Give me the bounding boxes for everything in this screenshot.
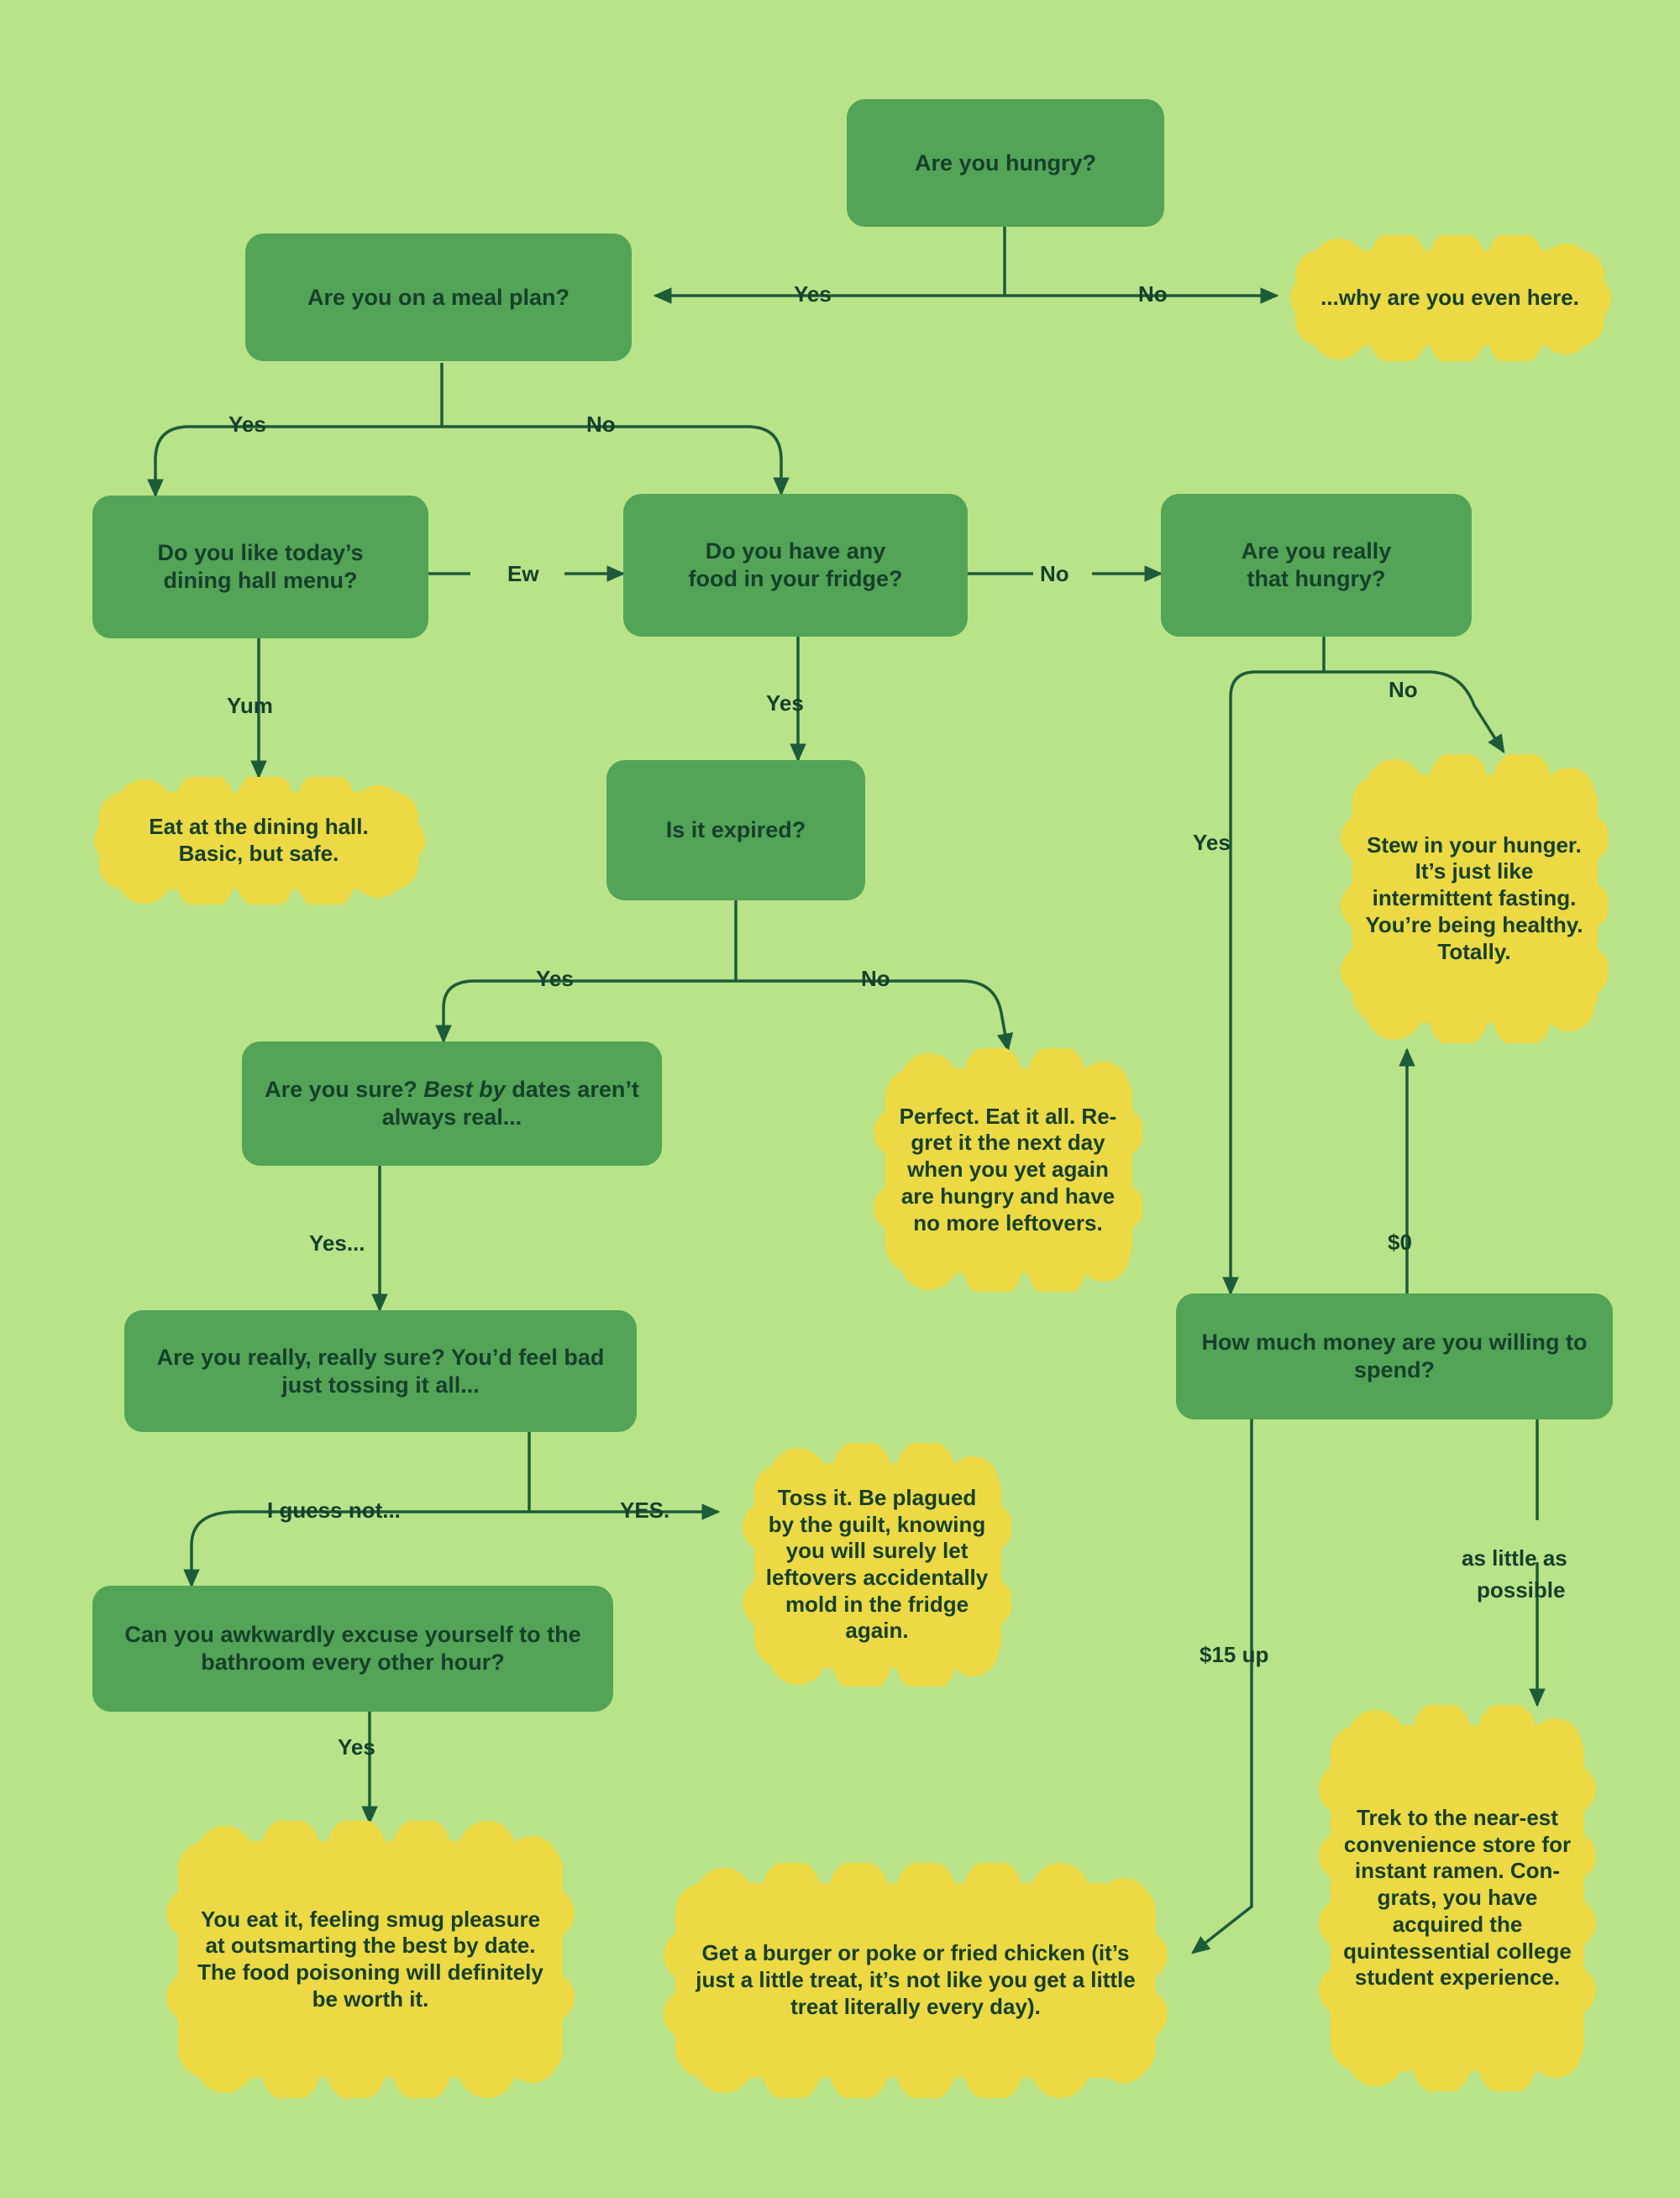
node-food-in-fridge[interactable] bbox=[623, 494, 968, 637]
node-text: You eat it, feeling smug pleasure at outsmarting the best by date. The food poisoning will definitely be worth it. bbox=[197, 1906, 543, 2012]
node-text-post: dates aren’t always real... bbox=[381, 1077, 639, 1130]
edge-label-no-really-hungry: No bbox=[1389, 677, 1418, 702]
node-text-line2: dining hall menu? bbox=[163, 568, 358, 593]
edge-label-no-hungry: No bbox=[1138, 281, 1168, 307]
edge-label-zero-dollars: $0 bbox=[1388, 1230, 1412, 1255]
node-text: Toss it. Be plagued by the guilt, knowing you will surely let leftovers accidentally mold in the fridge again. bbox=[765, 1484, 989, 1644]
edge-label-yum: Yum bbox=[227, 693, 273, 718]
node-text-italic: Best by bbox=[423, 1077, 506, 1103]
node-smug-pleasure[interactable] bbox=[166, 1821, 575, 2098]
node-eat-at-dining-hall[interactable] bbox=[92, 777, 425, 905]
node-text: ...why are you even here. bbox=[1320, 285, 1579, 311]
edge-label-as-little-line2: possible bbox=[1477, 1577, 1566, 1603]
edge-label-ew: Ew bbox=[507, 561, 539, 586]
node-text-line1: Are you really bbox=[1241, 538, 1392, 564]
node-stew-in-hunger[interactable] bbox=[1341, 754, 1608, 1043]
edge-label-yes-expired: Yes bbox=[536, 966, 574, 991]
edge-label-i-guess-not: I guess not... bbox=[267, 1498, 401, 1523]
node-is-it-expired[interactable] bbox=[606, 760, 865, 900]
edge-label-yes-bathroom: Yes bbox=[338, 1734, 375, 1760]
edge-label-no-mealplan: No bbox=[586, 412, 616, 437]
node-toss-it[interactable] bbox=[743, 1443, 1011, 1687]
edge-label-as-little-line1: as little as bbox=[1462, 1545, 1567, 1571]
node-meal-plan[interactable] bbox=[245, 233, 632, 361]
node-how-much-money[interactable] bbox=[1176, 1293, 1613, 1419]
node-text-pre: Are you sure? bbox=[265, 1077, 424, 1103]
node-text: Get a burger or poke or fried chicken (it’s just a little treat, it’s not like you get a little treat literally every day). bbox=[696, 1940, 1136, 2019]
edge-label-yes-mealplan: Yes bbox=[228, 412, 266, 437]
node-text-line2: that hungry? bbox=[1247, 566, 1386, 591]
node-instant-ramen[interactable] bbox=[1319, 1705, 1596, 2091]
edge-label-no-fridge: No bbox=[1040, 561, 1069, 586]
node-text: Trek to the near-est convenience store for instant ramen. Con-grats, you have acquired the quintessential college student experience. bbox=[1343, 1804, 1572, 1991]
node-dining-hall-menu[interactable] bbox=[92, 496, 428, 638]
edge-label-fifteen-up: $15 up bbox=[1200, 1642, 1269, 1667]
edge-label-yes-fridge: Yes bbox=[766, 690, 804, 716]
node-text-line1: Do you have any bbox=[705, 538, 886, 564]
node-text-line2: food in your fridge? bbox=[688, 566, 903, 591]
edge-label-yes-dots: Yes... bbox=[309, 1230, 365, 1256]
node-are-you-sure[interactable] bbox=[242, 1041, 662, 1166]
node-text bbox=[260, 1076, 643, 1131]
node-text-line1: Do you like today’s bbox=[157, 540, 364, 566]
node-are-you-hungry[interactable] bbox=[847, 99, 1164, 227]
node-why-are-you-here[interactable] bbox=[1289, 235, 1611, 361]
node-text: How much money are you willing to spend? bbox=[1201, 1330, 1588, 1382]
node-text: Is it expired? bbox=[665, 817, 806, 843]
node-text: Can you awkwardly excuse yourself to the bathroom every other hour? bbox=[124, 1622, 581, 1675]
node-text: Eat at the dining hall. Basic, but safe. bbox=[149, 814, 369, 866]
edge-label-no-expired: No bbox=[861, 966, 890, 991]
node-text: Are you on a meal plan? bbox=[307, 284, 570, 310]
node-perfect-eat-it-all[interactable] bbox=[874, 1048, 1142, 1292]
node-text: Stew in your hunger. It’s just like intermittent fasting. You’re being healthy. Totally. bbox=[1365, 831, 1583, 964]
node-text: Perfect. Eat it all. Re-gret it the next day when you yet again are hungry and have no more leftovers. bbox=[899, 1103, 1117, 1235]
node-bathroom-excuse[interactable] bbox=[92, 1586, 613, 1712]
node-really-really-sure[interactable] bbox=[124, 1310, 637, 1432]
node-text: Are you really, really sure? You’d feel bad just tossing it all... bbox=[156, 1344, 605, 1398]
edge-label-yes-hungry: Yes bbox=[794, 281, 832, 307]
node-really-that-hungry[interactable] bbox=[1161, 494, 1472, 637]
edge-label-yes-caps: YES. bbox=[620, 1498, 670, 1523]
edge-label-yes-really-hungry: Yes bbox=[1193, 830, 1231, 855]
node-burger-poke-chicken[interactable] bbox=[664, 1863, 1168, 2098]
node-text: Are you hungry? bbox=[914, 150, 1096, 176]
